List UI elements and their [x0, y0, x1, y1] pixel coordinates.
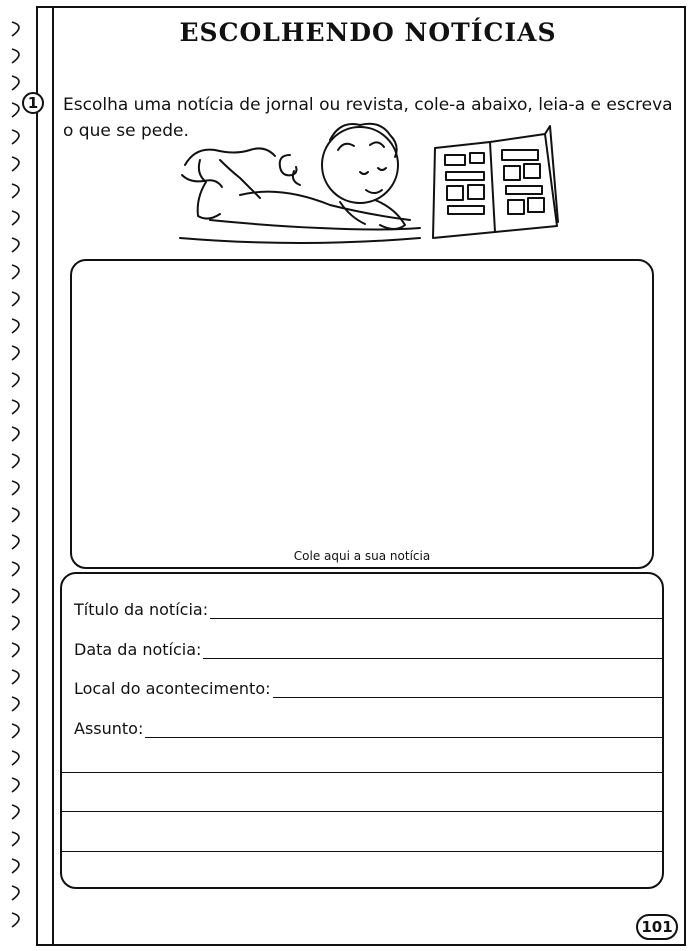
news-form-box [60, 572, 664, 889]
field-subject [74, 719, 662, 738]
answer-line[interactable] [273, 679, 663, 698]
question-instruction: Escolha uma notícia de jornal ou revista, cole-a abaixo, leia-a e escreva o que se pede. [63, 95, 673, 141]
answer-line[interactable] [203, 640, 662, 659]
paste-box-caption: Cole aqui a sua notícia [293, 549, 431, 563]
page-title: ESCOLHENDO NOTÍCIAS [179, 18, 557, 47]
page-number: 101 [636, 914, 678, 940]
spiral-binding [0, 0, 40, 951]
paste-news-box [70, 259, 654, 569]
question-number: 1 [22, 92, 44, 114]
field-label: Assunto: [74, 719, 144, 738]
field-label: Data da notícia: [74, 640, 202, 659]
field-date [74, 640, 662, 659]
field-label: Local do acontecimento: [74, 679, 271, 698]
answer-line[interactable] [62, 811, 662, 812]
answer-line[interactable] [145, 719, 662, 738]
boy-reading-newspaper-illustration [170, 120, 570, 255]
margin-line [52, 6, 54, 946]
answer-line[interactable] [62, 851, 662, 852]
field-title [74, 600, 662, 619]
answer-line[interactable] [62, 772, 662, 773]
answer-line[interactable] [210, 600, 662, 619]
field-location [74, 679, 662, 698]
field-label: Título da notícia: [74, 600, 209, 619]
